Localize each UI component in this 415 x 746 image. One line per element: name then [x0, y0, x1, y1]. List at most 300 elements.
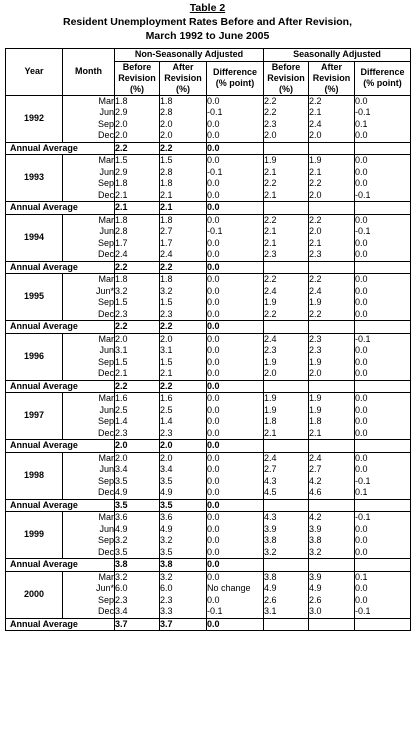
table-row: [6, 547, 411, 559]
value-cell: 0.0: [207, 249, 264, 261]
table-row: [6, 583, 411, 595]
value-cell: 0.0: [355, 249, 411, 261]
value-cell: 0.0: [207, 95, 264, 107]
value-cell: 2.1: [264, 190, 309, 202]
annual-average-value: 0.0: [207, 618, 264, 631]
value-cell: 2.1: [264, 167, 309, 179]
value-cell: 4.9: [115, 524, 160, 536]
month-cell: Sep: [63, 119, 115, 131]
value-cell: 0.0: [207, 524, 264, 536]
value-cell: 2.3: [309, 345, 355, 357]
annual-average-value: 3.5: [115, 499, 160, 512]
value-cell: 2.3: [264, 249, 309, 261]
value-cell: 3.2: [115, 286, 160, 298]
value-cell: 0.0: [355, 155, 411, 167]
annual-average-label: Annual Average: [6, 321, 115, 334]
annual-average-row: [6, 559, 411, 572]
month-cell: Mar: [63, 333, 115, 345]
value-cell: 3.5: [115, 476, 160, 488]
value-cell: 1.7: [160, 238, 207, 250]
table-titles: [0, 0, 415, 43]
value-cell: 2.0: [160, 130, 207, 142]
value-cell: 4.9: [264, 583, 309, 595]
value-cell: 3.9: [264, 524, 309, 536]
annual-average-row: [6, 142, 411, 155]
table-row: [6, 178, 411, 190]
empty-cell: [309, 499, 355, 512]
value-cell: 2.7: [309, 464, 355, 476]
value-cell: 3.1: [115, 345, 160, 357]
value-cell: 2.2: [309, 95, 355, 107]
value-cell: 2.0: [264, 368, 309, 380]
value-cell: 2.0: [309, 190, 355, 202]
table-row: [6, 452, 411, 464]
empty-cell: [355, 202, 411, 215]
annual-average-label: Annual Average: [6, 142, 115, 155]
table-row: [6, 309, 411, 321]
value-cell: 2.0: [115, 130, 160, 142]
value-cell: 2.2: [309, 309, 355, 321]
month-cell: Mar: [63, 393, 115, 405]
annual-average-value: 0.0: [207, 142, 264, 155]
table-row: [6, 119, 411, 131]
value-cell: 0.0: [355, 345, 411, 357]
value-cell: 2.0: [309, 130, 355, 142]
table-title-line2: March 1992 to June 2005: [145, 30, 270, 42]
value-cell: 0.0: [355, 130, 411, 142]
annual-average-label: Annual Average: [6, 380, 115, 393]
annual-average-row: [6, 202, 411, 215]
table-row: [6, 487, 411, 499]
value-cell: -0.1: [355, 606, 411, 618]
empty-cell: [264, 440, 309, 453]
value-cell: 2.3: [160, 309, 207, 321]
value-cell: 2.3: [309, 333, 355, 345]
value-cell: 2.1: [115, 368, 160, 380]
value-cell: 0.0: [355, 286, 411, 298]
value-cell: 2.4: [160, 249, 207, 261]
value-cell: 2.6: [264, 595, 309, 607]
empty-cell: [309, 321, 355, 334]
annual-average-label: Annual Average: [6, 440, 115, 453]
table-row: [6, 214, 411, 226]
header-non-seasonally-adjusted: Non-Seasonally Adjusted: [115, 49, 264, 62]
empty-cell: [309, 380, 355, 393]
value-cell: 3.3: [160, 606, 207, 618]
value-cell: 2.0: [160, 333, 207, 345]
value-cell: 2.8: [160, 107, 207, 119]
value-cell: 2.0: [115, 333, 160, 345]
table-row: [6, 155, 411, 167]
table-row: [6, 368, 411, 380]
month-cell: Sep: [63, 178, 115, 190]
value-cell: 2.2: [264, 274, 309, 286]
value-cell: 2.4: [309, 452, 355, 464]
month-cell: Mar: [63, 571, 115, 583]
value-cell: 2.2: [309, 274, 355, 286]
value-cell: 2.3: [115, 428, 160, 440]
table-row: [6, 167, 411, 179]
header-sa-difference: Difference (% point): [355, 61, 411, 95]
value-cell: 0.0: [207, 464, 264, 476]
value-cell: 0.0: [355, 452, 411, 464]
value-cell: 0.0: [355, 309, 411, 321]
header-nsa-difference: Difference (% point): [207, 61, 264, 95]
value-cell: 3.1: [264, 606, 309, 618]
month-cell: Sep: [63, 416, 115, 428]
value-cell: 2.0: [160, 119, 207, 131]
table-row: [6, 595, 411, 607]
header-nsa-after: After Revision (%): [160, 61, 207, 95]
month-cell: Mar: [63, 95, 115, 107]
value-cell: 3.8: [264, 571, 309, 583]
value-cell: 2.9: [115, 167, 160, 179]
annual-average-row: [6, 261, 411, 274]
value-cell: 2.6: [309, 595, 355, 607]
value-cell: 0.0: [207, 512, 264, 524]
value-cell: 2.0: [309, 226, 355, 238]
value-cell: 3.4: [160, 464, 207, 476]
value-cell: 0.0: [355, 535, 411, 547]
value-cell: 2.3: [160, 595, 207, 607]
value-cell: 1.4: [160, 416, 207, 428]
empty-cell: [309, 261, 355, 274]
annual-average-value: 2.0: [160, 440, 207, 453]
value-cell: 0.0: [355, 238, 411, 250]
year-cell: 1997: [6, 393, 63, 440]
empty-cell: [309, 559, 355, 572]
value-cell: 0.0: [207, 333, 264, 345]
annual-average-value: 0.0: [207, 440, 264, 453]
value-cell: 2.1: [309, 167, 355, 179]
value-cell: 3.2: [115, 535, 160, 547]
value-cell: -0.1: [355, 190, 411, 202]
value-cell: 2.3: [264, 345, 309, 357]
annual-average-value: 0.0: [207, 321, 264, 334]
value-cell: 0.0: [355, 393, 411, 405]
value-cell: 3.2: [115, 571, 160, 583]
value-cell: 0.1: [355, 571, 411, 583]
value-cell: 3.2: [160, 286, 207, 298]
table-row: [6, 286, 411, 298]
value-cell: 2.2: [264, 214, 309, 226]
month-cell: Sep: [63, 297, 115, 309]
value-cell: 3.9: [309, 571, 355, 583]
value-cell: 3.5: [115, 547, 160, 559]
table-row: [6, 345, 411, 357]
value-cell: 6.0: [160, 583, 207, 595]
value-cell: 0.0: [207, 535, 264, 547]
annual-average-label: Annual Average: [6, 618, 115, 631]
value-cell: 1.5: [115, 297, 160, 309]
annual-average-value: 0.0: [207, 559, 264, 572]
value-cell: 6.0: [115, 583, 160, 595]
value-cell: 0.0: [207, 405, 264, 417]
month-cell: Dec: [63, 368, 115, 380]
value-cell: 0.0: [355, 368, 411, 380]
annual-average-row: [6, 618, 411, 631]
unemployment-rates-table: [5, 48, 411, 631]
month-cell: Mar: [63, 214, 115, 226]
value-cell: 3.2: [160, 571, 207, 583]
value-cell: 1.9: [264, 405, 309, 417]
month-cell: Jun: [63, 405, 115, 417]
empty-cell: [309, 618, 355, 631]
value-cell: 2.5: [115, 405, 160, 417]
value-cell: 2.4: [115, 249, 160, 261]
empty-cell: [309, 440, 355, 453]
value-cell: 0.0: [207, 190, 264, 202]
year-cell: 1993: [6, 155, 63, 202]
value-cell: 2.1: [160, 368, 207, 380]
annual-average-value: 3.8: [160, 559, 207, 572]
value-cell: 2.0: [160, 452, 207, 464]
value-cell: 1.8: [160, 178, 207, 190]
empty-cell: [264, 321, 309, 334]
value-cell: 3.4: [115, 606, 160, 618]
value-cell: 1.5: [160, 357, 207, 369]
value-cell: 3.5: [160, 476, 207, 488]
value-cell: 0.0: [355, 464, 411, 476]
annual-average-value: 2.2: [160, 142, 207, 155]
value-cell: 2.2: [264, 95, 309, 107]
value-cell: 0.0: [207, 238, 264, 250]
value-cell: 2.4: [309, 286, 355, 298]
value-cell: 1.9: [309, 297, 355, 309]
value-cell: 1.9: [264, 393, 309, 405]
empty-cell: [355, 440, 411, 453]
table-row: [6, 274, 411, 286]
table-row: [6, 416, 411, 428]
table-row: [6, 428, 411, 440]
month-cell: Jun*: [63, 286, 115, 298]
header-nsa-before: Before Revision (%): [115, 61, 160, 95]
annual-average-value: 2.2: [115, 142, 160, 155]
value-cell: 1.9: [309, 405, 355, 417]
value-cell: 0.0: [207, 595, 264, 607]
value-cell: 2.2: [309, 178, 355, 190]
value-cell: 0.0: [207, 309, 264, 321]
value-cell: 2.4: [264, 333, 309, 345]
year-cell: 1999: [6, 512, 63, 559]
value-cell: 3.6: [115, 512, 160, 524]
value-cell: -0.1: [207, 606, 264, 618]
value-cell: 1.5: [160, 155, 207, 167]
month-cell: Jun: [63, 167, 115, 179]
value-cell: 3.4: [115, 464, 160, 476]
month-cell: Dec: [63, 309, 115, 321]
month-cell: Mar: [63, 274, 115, 286]
value-cell: 1.8: [115, 274, 160, 286]
month-cell: Jun: [63, 226, 115, 238]
year-cell: 2000: [6, 571, 63, 618]
table-row: [6, 95, 411, 107]
value-cell: -0.1: [355, 512, 411, 524]
value-cell: 2.0: [115, 452, 160, 464]
value-cell: -0.1: [355, 226, 411, 238]
value-cell: 1.8: [160, 274, 207, 286]
empty-cell: [355, 618, 411, 631]
value-cell: 1.8: [115, 214, 160, 226]
value-cell: 2.3: [115, 309, 160, 321]
value-cell: 1.9: [264, 297, 309, 309]
annual-average-value: 2.2: [115, 380, 160, 393]
annual-average-value: 3.5: [160, 499, 207, 512]
value-cell: 0.0: [207, 393, 264, 405]
value-cell: 2.2: [264, 309, 309, 321]
empty-cell: [309, 142, 355, 155]
value-cell: 0.0: [207, 286, 264, 298]
annual-average-label: Annual Average: [6, 559, 115, 572]
value-cell: 0.0: [207, 476, 264, 488]
value-cell: -0.1: [355, 107, 411, 119]
value-cell: 2.1: [160, 190, 207, 202]
value-cell: 0.0: [207, 357, 264, 369]
value-cell: 0.0: [355, 178, 411, 190]
empty-cell: [355, 499, 411, 512]
value-cell: 2.0: [264, 130, 309, 142]
value-cell: 4.9: [160, 487, 207, 499]
value-cell: 0.0: [207, 178, 264, 190]
empty-cell: [264, 499, 309, 512]
value-cell: 1.9: [309, 155, 355, 167]
value-cell: 0.0: [207, 130, 264, 142]
table-row: [6, 107, 411, 119]
table-row: [6, 512, 411, 524]
header-sa-before: Before Revision (%): [264, 61, 309, 95]
value-cell: 1.8: [115, 178, 160, 190]
header-sa-after: After Revision (%): [309, 61, 355, 95]
value-cell: 2.3: [309, 249, 355, 261]
value-cell: 2.4: [264, 286, 309, 298]
table-row: [6, 393, 411, 405]
value-cell: 3.6: [160, 512, 207, 524]
month-cell: Sep: [63, 476, 115, 488]
value-cell: 4.2: [309, 512, 355, 524]
value-cell: 3.5: [160, 547, 207, 559]
header-year: Year: [6, 49, 63, 96]
annual-average-label: Annual Average: [6, 202, 115, 215]
table-row: [6, 333, 411, 345]
value-cell: 1.5: [115, 155, 160, 167]
value-cell: 1.4: [115, 416, 160, 428]
value-cell: 2.1: [264, 238, 309, 250]
header-month: Month: [63, 49, 115, 96]
month-cell: Dec: [63, 249, 115, 261]
table-row: [6, 130, 411, 142]
month-cell: Sep: [63, 595, 115, 607]
value-cell: 2.2: [264, 178, 309, 190]
value-cell: 4.3: [264, 476, 309, 488]
value-cell: 0.1: [355, 487, 411, 499]
empty-cell: [264, 202, 309, 215]
value-cell: 2.4: [309, 119, 355, 131]
value-cell: 2.3: [264, 119, 309, 131]
value-cell: 0.0: [207, 274, 264, 286]
table-row: [6, 535, 411, 547]
annual-average-value: 2.2: [115, 261, 160, 274]
value-cell: 1.9: [309, 357, 355, 369]
table-row: [6, 238, 411, 250]
value-cell: 4.9: [309, 583, 355, 595]
table-title-line1: Resident Unemployment Rates Before and After Revision,: [62, 16, 352, 28]
value-cell: 1.7: [115, 238, 160, 250]
month-cell: Sep: [63, 357, 115, 369]
month-cell: Sep: [63, 238, 115, 250]
value-cell: -0.1: [207, 226, 264, 238]
value-cell: 4.2: [309, 476, 355, 488]
annual-average-label: Annual Average: [6, 499, 115, 512]
value-cell: 2.1: [115, 190, 160, 202]
value-cell: 0.0: [355, 428, 411, 440]
empty-cell: [355, 321, 411, 334]
month-cell: Dec: [63, 428, 115, 440]
value-cell: 0.0: [355, 274, 411, 286]
value-cell: 2.9: [115, 107, 160, 119]
annual-average-row: [6, 499, 411, 512]
value-cell: 0.0: [207, 345, 264, 357]
value-cell: -0.1: [355, 476, 411, 488]
annual-average-row: [6, 380, 411, 393]
value-cell: 3.0: [309, 606, 355, 618]
empty-cell: [355, 380, 411, 393]
month-cell: Jun: [63, 464, 115, 476]
value-cell: -0.1: [207, 107, 264, 119]
table-row: [6, 464, 411, 476]
value-cell: -0.1: [207, 167, 264, 179]
value-cell: 2.1: [264, 428, 309, 440]
month-cell: Jun: [63, 345, 115, 357]
value-cell: 3.8: [309, 535, 355, 547]
value-cell: 3.2: [264, 547, 309, 559]
annual-average-value: 2.2: [160, 321, 207, 334]
year-cell: 1992: [6, 95, 63, 142]
value-cell: 2.5: [160, 405, 207, 417]
value-cell: 0.0: [207, 155, 264, 167]
value-cell: 2.8: [160, 167, 207, 179]
empty-cell: [264, 261, 309, 274]
value-cell: 0.0: [355, 416, 411, 428]
value-cell: 0.0: [207, 452, 264, 464]
annual-average-value: 0.0: [207, 499, 264, 512]
value-cell: -0.1: [355, 333, 411, 345]
value-cell: 2.4: [264, 452, 309, 464]
value-cell: 0.0: [355, 297, 411, 309]
month-cell: Sep: [63, 535, 115, 547]
value-cell: 4.9: [160, 524, 207, 536]
annual-average-value: 2.1: [115, 202, 160, 215]
annual-average-value: 3.7: [115, 618, 160, 631]
value-cell: 2.1: [264, 226, 309, 238]
year-cell: 1996: [6, 333, 63, 380]
empty-cell: [264, 142, 309, 155]
value-cell: 0.0: [207, 214, 264, 226]
value-cell: 1.9: [264, 357, 309, 369]
annual-average-value: 2.2: [160, 261, 207, 274]
month-cell: Jun: [63, 107, 115, 119]
annual-average-label: Annual Average: [6, 261, 115, 274]
value-cell: 2.3: [115, 595, 160, 607]
value-cell: 1.8: [115, 95, 160, 107]
value-cell: 2.0: [115, 119, 160, 131]
value-cell: 1.5: [160, 297, 207, 309]
value-cell: 2.1: [309, 107, 355, 119]
month-cell: Dec: [63, 130, 115, 142]
value-cell: 2.7: [264, 464, 309, 476]
annual-average-value: 2.0: [115, 440, 160, 453]
empty-cell: [264, 559, 309, 572]
value-cell: 1.6: [115, 393, 160, 405]
